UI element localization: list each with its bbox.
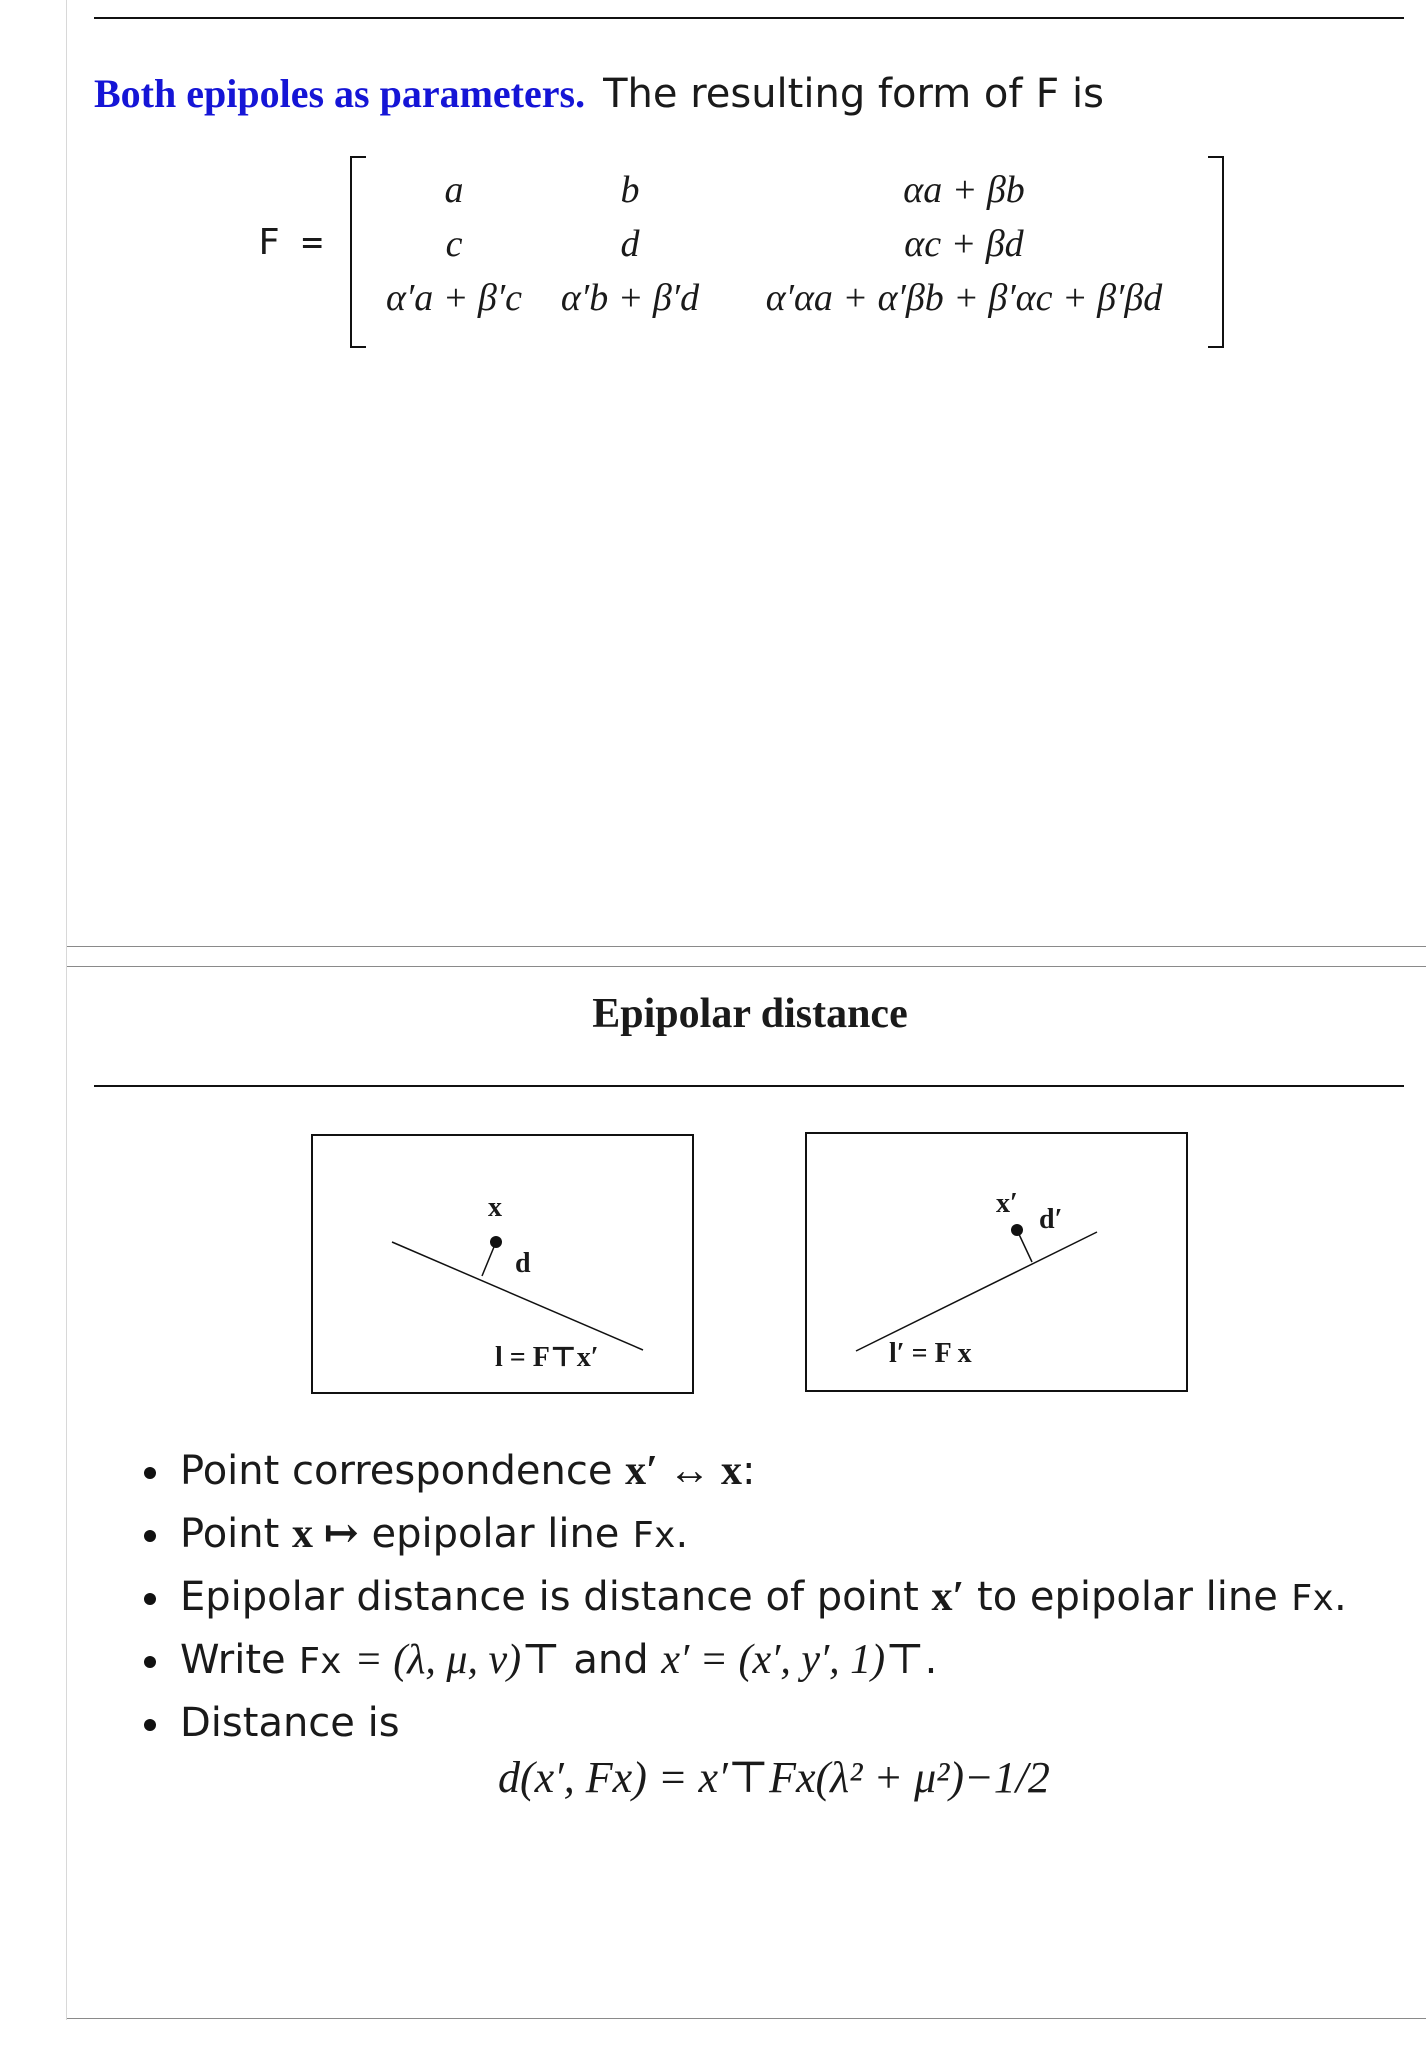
top-rule — [94, 17, 1404, 19]
figure-right-distance-label: d′ — [1039, 1204, 1063, 1235]
figure-right-point-label: x′ — [996, 1188, 1018, 1219]
point-x — [490, 1236, 502, 1248]
bullet-dot — [144, 1467, 156, 1479]
bullet-dot — [144, 1593, 156, 1605]
figure-left — [311, 1134, 694, 1394]
fundamental-matrix — [258, 150, 1228, 350]
heading-end: is — [1071, 71, 1104, 117]
slide-separator-top — [67, 966, 1426, 967]
epipolar-line-right — [856, 1232, 1097, 1351]
matrix-cell-1-0: c — [445, 223, 463, 265]
figure-right-line-label: l′ = F x — [889, 1338, 972, 1369]
heading-text: The resulting form of — [603, 71, 1023, 117]
matrix-left-bracket — [350, 156, 366, 348]
bullet-list — [136, 1440, 1347, 1755]
bullet-epipolar-distance-definition: Epipolar distance is distance of point x′ to epipolar line Fx. — [136, 1566, 1347, 1629]
figure-left-point-label: x — [488, 1192, 502, 1223]
heading-bold: Both epipoles as parameters. — [94, 71, 586, 116]
matrix-cell-0-0: a — [444, 169, 464, 211]
section2-title: Epipolar distance — [592, 991, 908, 1037]
heading-symbol: F — [1035, 71, 1060, 117]
figure-left-distance-label: d — [515, 1248, 531, 1279]
slide-separator-bottom — [67, 946, 1426, 947]
matrix-right-bracket — [1208, 156, 1224, 348]
matrix-cell-1-2: αc + βd — [904, 223, 1024, 265]
point-x-prime — [1011, 1224, 1023, 1236]
bullet-point-correspondence: Point correspondence x′ ↔ x: — [136, 1440, 1347, 1503]
figure-right-drawing — [807, 1134, 1186, 1390]
matrix-cell-1-1: d — [620, 223, 640, 265]
figure-right — [805, 1132, 1188, 1392]
matrix-cell-0-2: αa + βb — [903, 169, 1025, 211]
distance-formula: d(x′, Fx) = x′⊤Fx(λ² + μ²)−1/2 — [498, 1753, 1050, 1802]
matrix-cell-0-1: b — [620, 169, 640, 211]
section1-heading — [94, 70, 1104, 117]
matrix-cell-2-0: α′a + β′c — [385, 277, 523, 319]
matrix-cell-2-2: α′αa + α′βb + β′αc + β′βd — [765, 277, 1163, 319]
bullet-write-fx: Write Fx = (λ, μ, ν)⊤ and x′ = (x′, y′, 1)⊤. — [136, 1629, 1347, 1692]
correspondence-math: x′ ↔ x — [625, 1448, 742, 1494]
bullet-distance-is: Distance is — [136, 1692, 1347, 1755]
bullet-dot — [144, 1719, 156, 1731]
bullet-dot — [144, 1656, 156, 1668]
matrix-label: F = — [258, 222, 324, 263]
bullet-dot — [144, 1530, 156, 1542]
figure-left-line-label: l = F⊤x′ — [495, 1342, 599, 1373]
page-bottom-rule — [67, 2018, 1426, 2019]
matrix-cell-2-1: α′b + β′d — [560, 277, 700, 319]
title-rule — [94, 1085, 1404, 1087]
bullet-point-epipolar-line: Point x ↦ epipolar line Fx. — [136, 1503, 1347, 1566]
